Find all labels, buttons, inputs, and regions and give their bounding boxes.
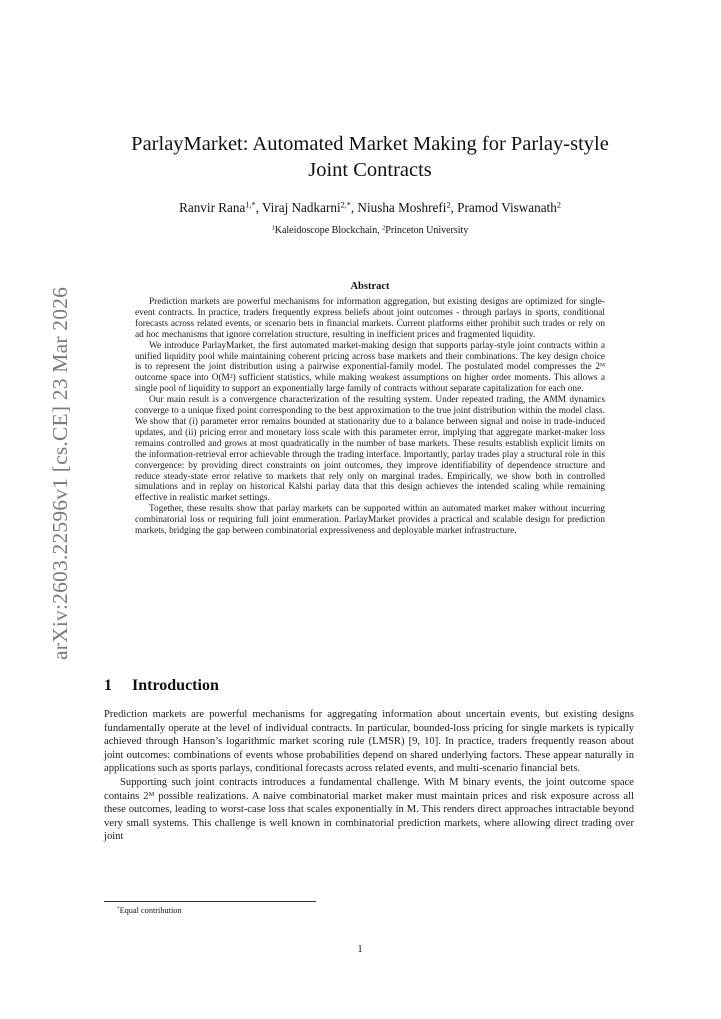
author [457, 200, 561, 215]
author-name: Niusha Moshrefi [357, 200, 447, 215]
paper-title [110, 131, 630, 183]
affiliation-mark: 2 [382, 224, 386, 232]
author-mark: 2 [446, 200, 451, 210]
body-paragraph: Supporting such joint contracts introduces a fundamental challenge. With M binary events, the joint outcome space contains 2ᴹ possible realizations. A naive combinatorial market maker must maintain prices and risk exposure across all these outcomes, leading to worst-case loss that scales exponentially in M. This renders direct approaches intractable beyond very small systems. This challenge is well known in combinatorial prediction markets, where allowing direct trading over joint [104, 776, 634, 843]
introduction-body [104, 708, 634, 844]
abstract-heading: Abstract [350, 281, 390, 292]
author-mark: 2,* [340, 200, 351, 210]
author-name: Pramod Viswanath [457, 200, 557, 215]
footnote-mark: * [117, 906, 120, 913]
affiliations [100, 224, 640, 238]
arxiv-identifier: arXiv:2603.22596v1 [cs.CE] 23 Mar 2026 [48, 286, 72, 660]
footnote-rule [104, 901, 316, 902]
affiliation [271, 224, 386, 236]
section-number: 1 [104, 677, 112, 694]
author-name: Ranvir Rana [179, 200, 246, 215]
author-mark: 2 [556, 200, 561, 210]
author-separator: , [350, 200, 358, 215]
affiliation [382, 225, 468, 236]
author-list [100, 199, 640, 217]
affiliation-mark: 1 [271, 224, 275, 232]
body-paragraph: Prediction markets are powerful mechanisms for aggregating information about uncertain events, but existing designs fundamentally operate at the level of individual contracts. In particular, bounded-loss pricing for single markets is typically achieved through Hanson’s logarithmic market scoring rule (LMSR) [9, 10]. In practice, traders frequently reason about joint outcomes: combinations of events whose probabilities depend on shared underlying factors. These appear naturally in applications such as sports parlays, conditional forecasts across related events, and multi-scenario financial bets. [104, 709, 634, 775]
footnote-text: Equal contribution [119, 906, 182, 915]
affiliation-name: Princeton University [385, 225, 469, 236]
affiliation-separator: , [377, 225, 383, 236]
author [357, 200, 457, 215]
abstract-paragraph: Our main result is a convergence characterization of the resulting system. Under repeated trading, the AMM dynamics converge to a unique fixed point corresponding to the best approximation to the true joint distribution within the model class. We show that (i) parameter error remains bounded at stationarity due to a balance between signal and noise in trade-induced updates, and (ii) pricing error and monetary loss scale with this parameter error, implying that aggregate market-maker loss remains controlled and grows at most quadratically in the number of base markets. These results establish explicit limits on the information-retrieval error achievable through the trading interface. Importantly, parlay trades play a structural role in this convergence: by providing direct constraints on joint outcomes, they improve identifiability of dependence structure and reduce steady-state error relative to markets that rely only on marginal trades. Empirically, we show both in controlled simulations and in replay on historical Kalshi parlay data that this design achieves the intended scaling while remaining effective in realistic market settings. [135, 395, 605, 504]
author-separator: , [450, 200, 458, 215]
section-heading [104, 677, 604, 695]
page-number: 1 [357, 944, 363, 955]
affiliation-name: Kaleidoscope Blockchain [274, 225, 378, 236]
footnote [117, 905, 182, 916]
abstract-paragraph: Together, these results show that parlay markets can be supported within an automated market maker without incurring combinatorial loss or requiring full joint enumeration. ParlayMarket provides a practical and scalable design for prediction markets, bridging the gap between combinatorial expressiveness and deployable market infrastructure. [135, 504, 605, 537]
abstract-body [135, 297, 605, 537]
author-separator: , [255, 200, 262, 215]
author [179, 200, 262, 215]
author-name: Viraj Nadkarni [261, 200, 341, 215]
author-mark: 1,* [245, 200, 256, 210]
abstract-paragraph: We introduce ParlayMarket, the first automated market-making design that supports parlay-style joint contracts within a unified liquidity pool while maintaining coherent pricing across base markets and their combinations. The key design choice is to represent the joint distribution using a pairwise exponential-family model. The postulated model compresses the 2ᴹ outcome space into O(M²) sufficient statistics, while making weakest assumptions on higher order moments. This allows a single pool of liquidity to support an exponentially large family of contracts without separate capitalization for each one. [135, 340, 605, 395]
title-line-1: ParlayMarket: Automated Market Making for Parlay-style [131, 133, 609, 155]
title-line-2: Joint Contracts [308, 159, 432, 181]
section-title: Introduction [132, 677, 219, 694]
author [262, 200, 357, 215]
abstract-paragraph: Prediction markets are powerful mechanisms for information aggregation, but existing designs are optimized for single-event contracts. In practice, traders frequently express beliefs about joint outcomes - through parlays in sports, conditional forecasts across related events, or scenario bets in financial markets. Current platforms either prohibit such trades or rely on ad hoc mechanisms that ignore correlation structure, resulting in inefficient prices and fragmented liquidity. [135, 297, 605, 340]
